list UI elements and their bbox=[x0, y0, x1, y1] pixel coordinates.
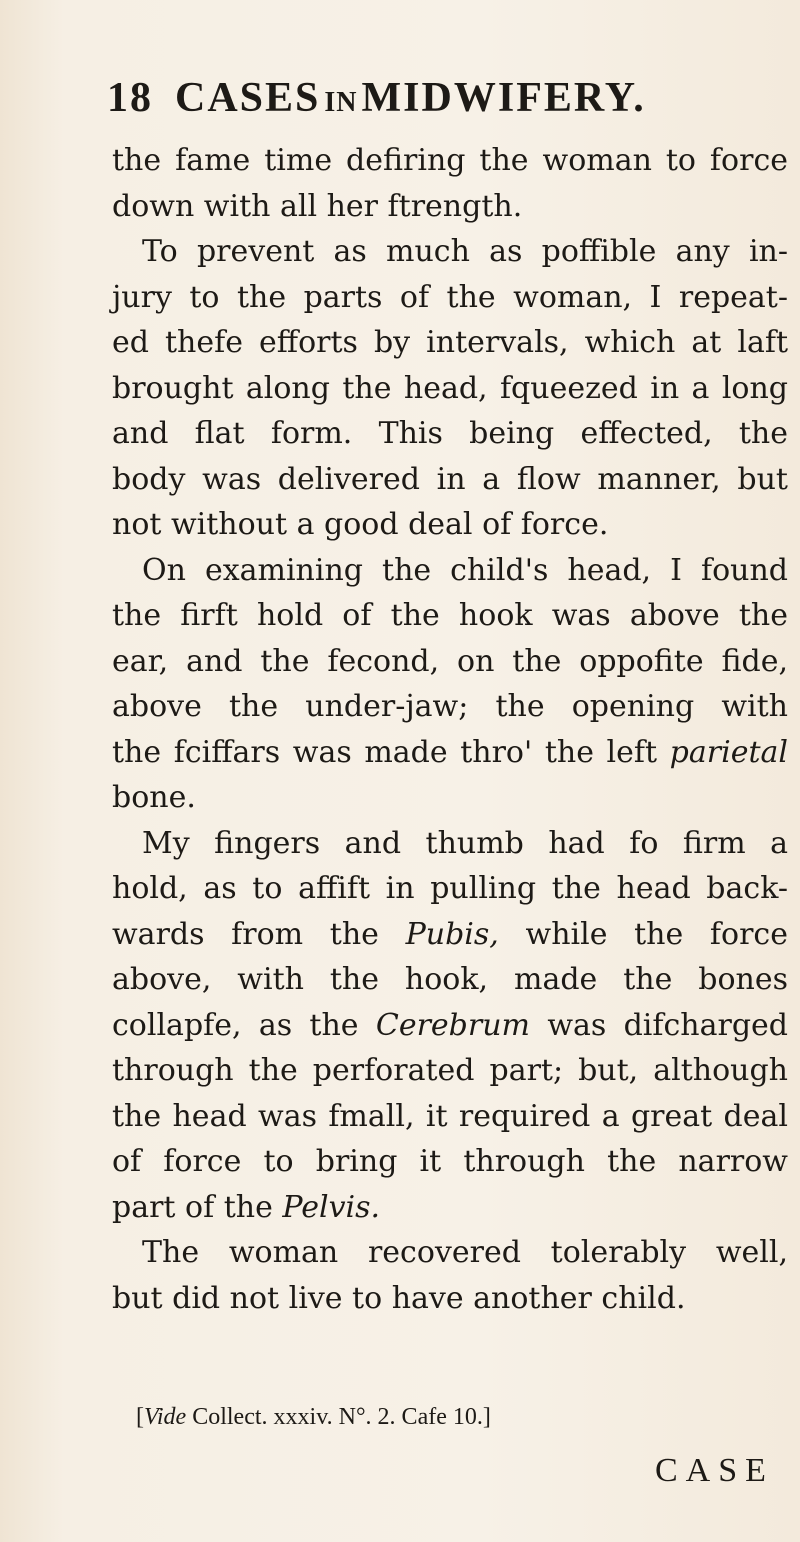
text-line: bone. bbox=[112, 780, 196, 815]
footnote-reference bbox=[136, 1404, 491, 1431]
text-line: above the under-jaw; the opening with bbox=[112, 689, 788, 724]
text-segment: the fciffars was made thro' the left bbox=[112, 734, 658, 770]
italic-term-parietal: parietal bbox=[669, 734, 788, 770]
text-line: ear, and the fecond, on the oppofite fide, bbox=[112, 643, 788, 679]
text-segment: part of the bbox=[112, 1189, 273, 1225]
catchword: CASE bbox=[655, 1452, 774, 1489]
text-line bbox=[112, 730, 788, 776]
text-segment: while the force bbox=[525, 916, 788, 952]
footnote-text: Collect. xxxiv. N°. 2. Cafe 10.] bbox=[186, 1404, 491, 1430]
page-number: 18 bbox=[107, 75, 153, 121]
text-line: the firft hold of the hook was above the bbox=[112, 598, 788, 633]
text-line: hold, as to affift in pulling the head back- bbox=[112, 871, 788, 906]
text-line bbox=[112, 1003, 788, 1049]
text-segment: collapfe, as the bbox=[112, 1007, 359, 1043]
text-line: The woman recovered tolerably well, bbox=[142, 1235, 788, 1270]
text-line bbox=[112, 1185, 788, 1231]
footnote-vide: Vide bbox=[144, 1404, 187, 1430]
body-text bbox=[112, 138, 788, 1321]
text-segment: was difcharged bbox=[547, 1007, 788, 1043]
text-line: the fame time defiring the woman to force bbox=[112, 143, 788, 178]
text-segment: wards from the bbox=[112, 916, 379, 952]
text-line: To prevent as much as poffible any in- bbox=[142, 234, 788, 269]
text-line: and flat form. This being effected, the bbox=[112, 416, 788, 451]
text-line: My fingers and thumb had fo firm a bbox=[142, 825, 788, 861]
header-title-cases: CASES bbox=[175, 75, 321, 121]
text-line: above, with the hook, made the bones bbox=[112, 962, 788, 997]
italic-term-pelvis: Pelvis. bbox=[282, 1189, 381, 1225]
text-line: On examining the child's head, I found bbox=[142, 552, 788, 588]
text-line bbox=[112, 912, 788, 958]
footnote-bracket: [ bbox=[136, 1404, 144, 1430]
header-title-in: IN bbox=[324, 87, 358, 118]
text-line: brought along the head, fqueezed in a long bbox=[112, 370, 788, 406]
text-line: jury to the parts of the woman, I repeat- bbox=[112, 279, 788, 315]
text-line: of force to bring it through the narrow bbox=[112, 1144, 788, 1179]
text-line: down with all her ftrength. bbox=[112, 188, 523, 224]
text-line: through the perforated part; but, although bbox=[112, 1053, 788, 1088]
running-header bbox=[107, 74, 646, 122]
italic-term-cerebrum: Cerebrum bbox=[375, 1007, 530, 1043]
text-line: not without a good deal of force. bbox=[112, 507, 609, 542]
italic-term-pubis: Pubis, bbox=[405, 916, 499, 952]
header-title-midwifery: MIDWIFERY. bbox=[361, 75, 646, 121]
text-line: body was delivered in a flow manner, but bbox=[112, 461, 788, 497]
text-line: the head was fmall, it required a great deal bbox=[112, 1098, 788, 1134]
text-line: but did not live to have another child. bbox=[112, 1280, 686, 1316]
text-line: ed thefe efforts by intervals, which at laft bbox=[112, 325, 788, 360]
